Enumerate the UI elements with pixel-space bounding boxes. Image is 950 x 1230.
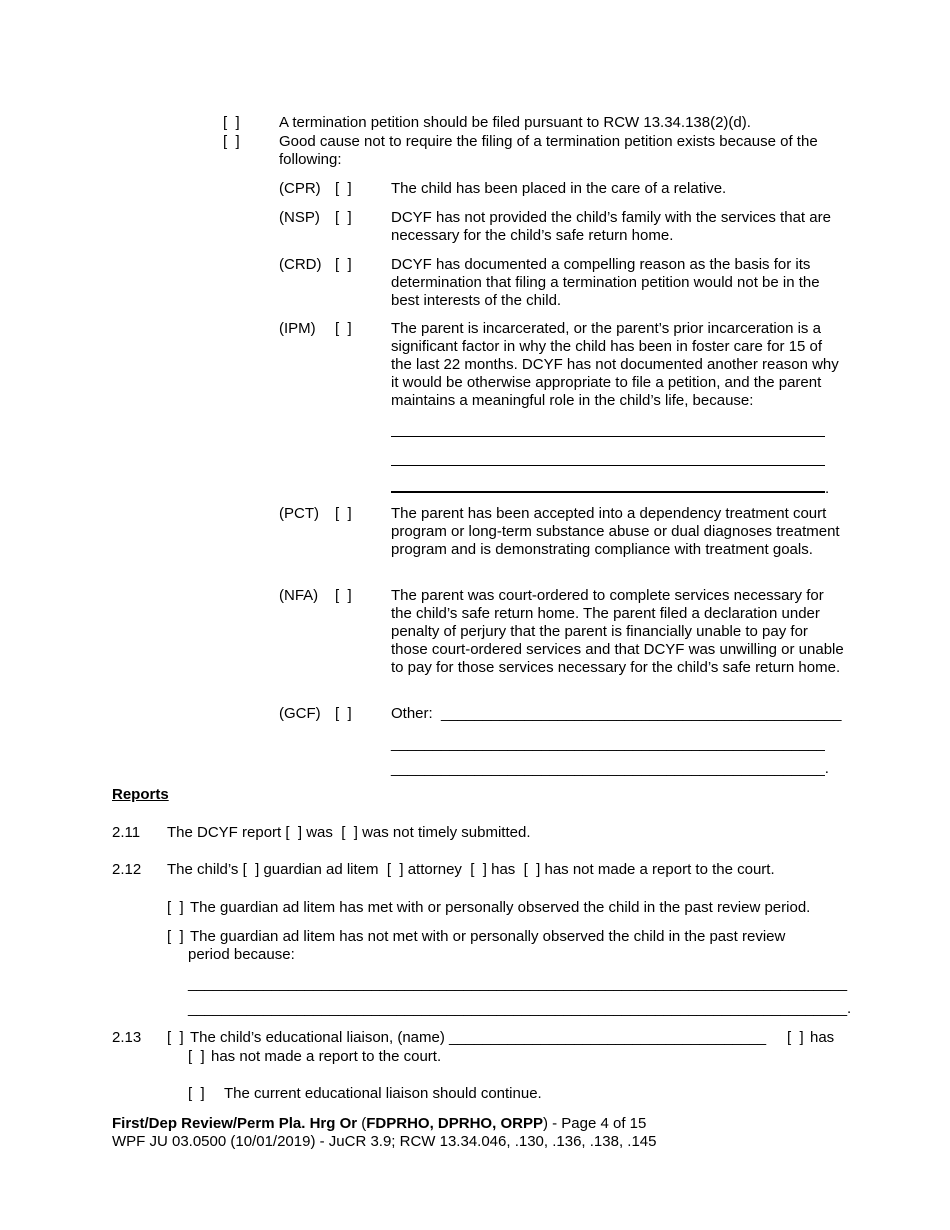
checkbox-guardian-ad-litem[interactable]: [ ] <box>242 861 260 878</box>
gcf-other-line-1[interactable]: ________________________________________________ <box>441 705 842 722</box>
checkbox-good-cause[interactable]: [ ] <box>223 133 240 150</box>
section-2-11-number: 2.11 <box>112 824 141 841</box>
reason-text-nsp: DCYF has not provided the child’s family with the services that are necessary for the child’s safe return home. <box>391 209 831 244</box>
footer-form-id: WPF JU 03.0500 (10/01/2019) - JuCR 3.9; RCW 13.34.046, .130, .136, .138, .145 <box>112 1133 657 1150</box>
checkbox-dcyf-report-was[interactable]: [ ] <box>285 824 303 841</box>
footer-title-bold-1: First/Dep Review/Perm Pla. Hrg Or <box>112 1115 358 1132</box>
footer-page: ) - Page 4 of 15 <box>542 1115 647 1132</box>
section-2-12-number: 2.12 <box>112 861 142 878</box>
liaison-continue-text: The current educational liaison should continue. <box>224 1085 542 1102</box>
s211-text-c: was not timely submitted. <box>362 824 531 841</box>
checkbox-liaison-continue[interactable]: [ ] <box>188 1085 205 1102</box>
ipm-blank-line-3[interactable] <box>391 491 825 493</box>
gcf-other-line-3[interactable]: ____________________________________________________. <box>391 760 829 777</box>
checkbox-gal-met[interactable]: [ ] <box>167 899 184 916</box>
gal-not-met-blank-1[interactable]: _______________________________________________________________________________ <box>188 975 848 992</box>
checkbox-liaison-has-not[interactable]: [ ] <box>188 1048 205 1065</box>
footer-paren-open: ( <box>357 1115 367 1132</box>
reason-code-cpr: (CPR) <box>279 180 321 197</box>
checkbox-liaison-has[interactable]: [ ] <box>787 1029 804 1046</box>
s212-text-b: guardian ad litem <box>263 861 379 878</box>
checkbox-cpr[interactable]: [ ] <box>335 180 352 197</box>
checkbox-dcyf-report-was-not[interactable]: [ ] <box>341 824 358 841</box>
checkbox-gal-not-met[interactable]: [ ] <box>167 928 184 945</box>
educational-liaison-name-line[interactable]: The child’s educational liaison, (name) ______________________________________ <box>190 1029 767 1046</box>
s212-text-c: attorney <box>407 861 462 878</box>
reason-text-ipm: The parent is incarcerated, or the parent’s prior incarceration is a significant factor in why the child has been in foster care for 15 of the last 22 months. DCYF has not documented another reason why it would be otherwise appropriate to file a petition, and the parent maintains a meaningful role in the child’s life, because: <box>391 320 839 409</box>
checkbox-attorney[interactable]: [ ] <box>386 861 404 878</box>
s212-text-a: The child’s <box>167 861 239 878</box>
footer-title-bold-2: FDPRHO, DPRHO, ORPP <box>366 1115 543 1132</box>
reports-heading: Reports <box>112 786 169 803</box>
termination-petition-text: A termination petition should be filed pursuant to RCW 13.34.138(2)(d). <box>279 114 751 131</box>
reason-code-pct: (PCT) <box>279 505 319 522</box>
gal-not-met-text-1: The guardian ad litem has not met with or personally observed the child in the past review <box>190 928 786 945</box>
ipm-blank-line-1[interactable] <box>391 436 825 437</box>
gal-not-met-blank-2[interactable]: _______________________________________________________________________________. <box>188 1000 852 1017</box>
s212-text-e: has not made a report to the court. <box>544 861 775 878</box>
gal-not-met-text-2: period because: <box>188 946 295 963</box>
s212-text-d: has <box>491 861 516 878</box>
reason-text-nfa: The parent was court-ordered to complete services necessary for the child’s safe return home. The parent filed a declaration under penalty of perjury that the parent is financially unable to pay for those court-ordered services and that DCYF was unwilling or unable to pay for those services necessary for the child’s safe return home. <box>391 587 844 676</box>
reason-text-cpr: The child has been placed in the care of a relative. <box>391 180 727 197</box>
s211-text-a: The DCYF report <box>167 824 282 841</box>
checkbox-nfa[interactable]: [ ] <box>335 587 352 604</box>
liaison-has-not-text: has not made a report to the court. <box>211 1048 442 1065</box>
reason-code-ipm: (IPM) <box>279 320 316 337</box>
reason-text-crd: DCYF has documented a compelling reason as the basis for its determination that filing a termination petition would not be in the best interests of the child. <box>391 256 820 309</box>
s211-text-b: was <box>306 824 333 841</box>
checkbox-has-not[interactable]: [ ] <box>523 861 541 878</box>
checkbox-gcf[interactable]: [ ] <box>335 705 352 722</box>
checkbox-termination-petition[interactable]: [ ] <box>223 114 240 131</box>
checkbox-educational-liaison[interactable]: [ ] <box>167 1029 184 1046</box>
reason-text-pct: The parent has been accepted into a dependency treatment court program or long-term substance abuse or dual diagnoses treatment program and is demonstrating compliance with treatment goals. <box>391 505 840 558</box>
section-2-12-line <box>167 861 775 879</box>
checkbox-pct[interactable]: [ ] <box>335 505 352 522</box>
good-cause-text: Good cause not to require the filing of a termination petition exists because of the following: <box>279 133 818 168</box>
checkbox-ipm[interactable]: [ ] <box>335 320 352 337</box>
ipm-blank-line-2[interactable] <box>391 465 825 466</box>
checkbox-crd[interactable]: [ ] <box>335 256 352 273</box>
reason-code-crd: (CRD) <box>279 256 322 273</box>
liaison-has-text: has <box>810 1029 835 1046</box>
reason-code-gcf: (GCF) <box>279 705 321 722</box>
gal-met-text: The guardian ad litem has met with or personally observed the child in the past review period. <box>190 899 811 916</box>
ipm-period: . <box>825 480 830 497</box>
gcf-other-label: Other: <box>391 705 433 722</box>
reason-code-nfa: (NFA) <box>279 587 319 604</box>
footer-title <box>112 1115 646 1133</box>
section-2-11-line <box>167 824 531 842</box>
checkbox-has[interactable]: [ ] <box>470 861 487 878</box>
reason-code-nsp: (NSP) <box>279 209 320 226</box>
checkbox-nsp[interactable]: [ ] <box>335 209 352 226</box>
gcf-other-line-2[interactable]: ____________________________________________________ <box>391 735 825 752</box>
section-2-13-number: 2.13 <box>112 1029 142 1046</box>
